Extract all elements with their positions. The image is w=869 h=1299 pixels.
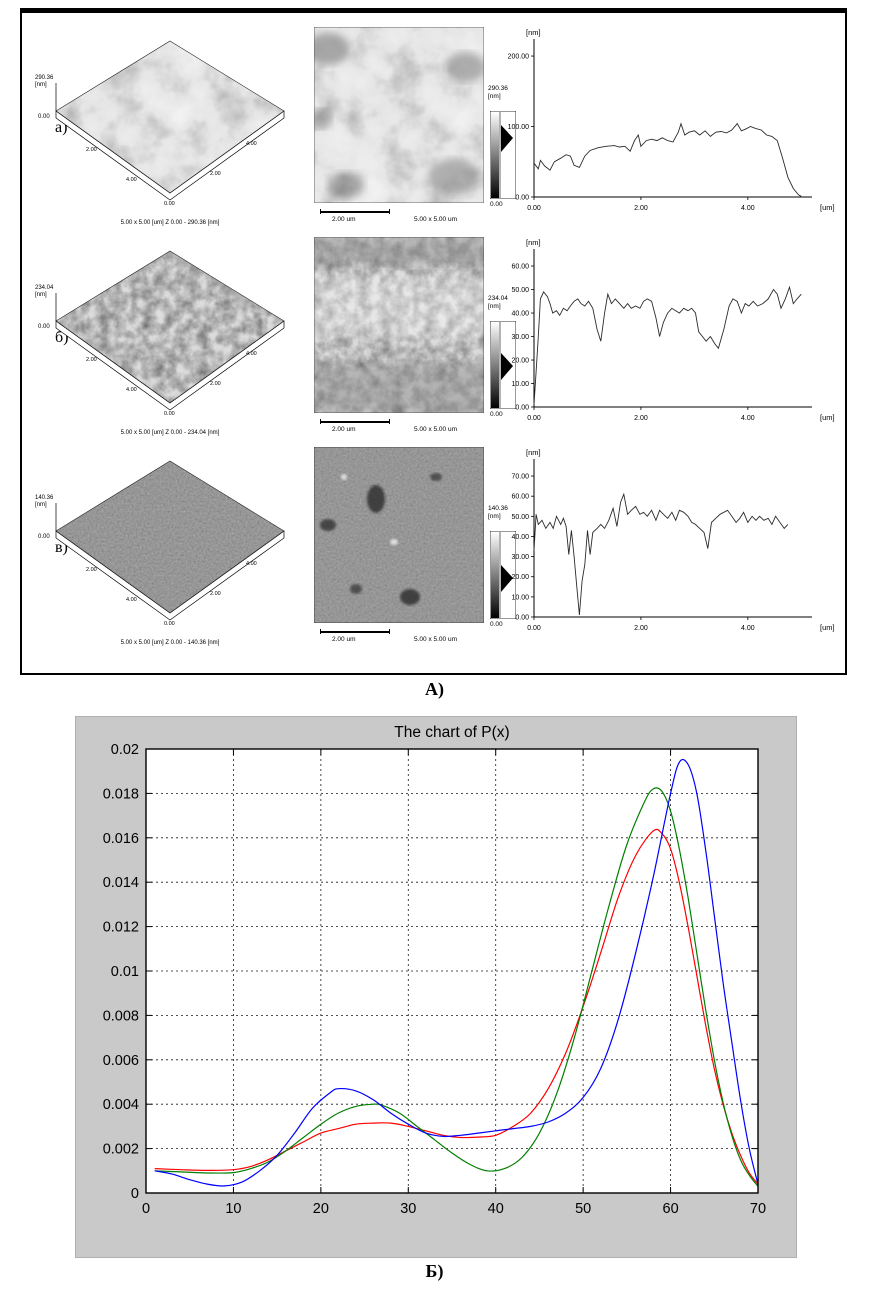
afm-3d-surface-c xyxy=(32,443,302,648)
y-tick-label: 50.00 xyxy=(511,287,529,295)
y-axis-unit: [nm] xyxy=(526,238,541,247)
colorbar-min: 0.00 xyxy=(490,201,503,208)
afm-row-c xyxy=(22,443,845,648)
axis-origin: 0.00 xyxy=(164,621,175,627)
profile-line xyxy=(534,287,801,405)
y-tick-label: 60.00 xyxy=(511,493,529,501)
x-tick-label: 20 xyxy=(312,1201,329,1217)
surface-caption: 5.00 x 5.00 [um] Z 0.00 - 234.04 [nm] xyxy=(120,430,220,436)
profile-axes xyxy=(511,238,834,422)
afm-3d-column-b xyxy=(32,233,302,438)
x-tick-label: 2.00 xyxy=(634,625,648,632)
colorbar-unit: [nm] xyxy=(488,513,501,520)
y-tick-label: 0.02 xyxy=(110,742,139,758)
image-size-label: 5.00 x 5.00 um xyxy=(414,636,457,643)
x-tick-label: 0.00 xyxy=(527,625,541,632)
colorbar-unit: [nm] xyxy=(488,303,501,310)
afm-row-b xyxy=(22,233,845,438)
afm-3d-column-c xyxy=(32,443,302,648)
scale-bar xyxy=(320,629,390,634)
z-max-label: 234.04 xyxy=(35,285,54,291)
y-tick-label: 0.00 xyxy=(515,194,529,202)
y-tick-label: 0.018 xyxy=(102,786,139,803)
axis-origin: 0.00 xyxy=(164,201,175,207)
y-tick-label: 0.008 xyxy=(102,1008,139,1025)
x-tick-label: 4.00 xyxy=(741,625,755,632)
x-tick-label: 4.00 xyxy=(741,415,755,422)
x-tick-label: 60 xyxy=(662,1201,679,1217)
x-axis-unit: [um] xyxy=(820,203,835,212)
y-tick-label: 0.00 xyxy=(515,404,529,412)
y-tick-label: 0.00 xyxy=(515,614,529,622)
axis-tick: 2.00 xyxy=(210,171,221,177)
x-tick-label: 30 xyxy=(400,1201,417,1217)
axis-tick: 2.00 xyxy=(86,567,97,573)
image-size-label: 5.00 x 5.00 um xyxy=(414,216,457,223)
axis-tick: 2.00 xyxy=(210,591,221,597)
axis-tick: 4.00 xyxy=(126,387,137,393)
colorbar-max: 234.04 xyxy=(488,295,508,302)
y-axis-unit: [nm] xyxy=(526,448,541,457)
scale-bar xyxy=(320,419,390,424)
scale-bar-label: 2.00 um xyxy=(332,426,356,433)
y-tick-label: 200.00 xyxy=(507,53,529,61)
row-label-a: a) xyxy=(55,119,68,136)
y-tick-label: 10.00 xyxy=(511,594,529,602)
surface-caption: 5.00 x 5.00 [um] Z 0.00 - 290.36 [nm] xyxy=(120,220,220,226)
px-chart xyxy=(76,717,796,1257)
y-tick-label: 30.00 xyxy=(511,334,529,342)
axis-tick: 4.00 xyxy=(246,141,257,147)
axis-tick: 4.00 xyxy=(246,561,257,567)
colorbar-max: 290.36 xyxy=(488,85,508,92)
axis-tick: 2.00 xyxy=(210,381,221,387)
y-tick-label: 40.00 xyxy=(511,310,529,318)
z-unit-label: [nm] xyxy=(35,502,47,508)
profile-column-b xyxy=(500,235,848,435)
x-tick-label: 50 xyxy=(575,1201,592,1217)
afm-2d-image-c xyxy=(314,447,484,623)
x-tick-label: 0.00 xyxy=(527,415,541,422)
y-tick-label: 70.00 xyxy=(511,473,529,481)
colorbar-min: 0.00 xyxy=(490,621,503,628)
y-tick-label: 20.00 xyxy=(511,574,529,582)
y-tick-label: 100.00 xyxy=(507,124,529,132)
caption-panel-b: Б) xyxy=(425,1261,444,1281)
y-tick-label: 0 xyxy=(130,1186,139,1202)
afm-3d-surface-b xyxy=(32,233,302,438)
y-tick-label: 0.014 xyxy=(102,875,139,892)
y-tick-label: 30.00 xyxy=(511,554,529,562)
axis-tick: 4.00 xyxy=(246,351,257,357)
axis-origin: 0.00 xyxy=(164,411,175,417)
afm-2d-column-b xyxy=(294,233,524,438)
row-label-b: б) xyxy=(55,329,69,346)
x-axis-unit: [um] xyxy=(820,623,835,632)
x-tick-label: 2.00 xyxy=(634,205,648,212)
axis-tick: 2.00 xyxy=(86,357,97,363)
z-min-label: 0.00 xyxy=(38,114,50,120)
x-axis-unit: [um] xyxy=(820,413,835,422)
x-tick-label: 70 xyxy=(749,1201,767,1217)
scale-bar xyxy=(320,209,390,214)
afm-3d-surface-a xyxy=(32,23,302,228)
afm-2d-image-b xyxy=(314,237,484,413)
afm-2d-column-a xyxy=(294,23,524,228)
y-tick-label: 0.016 xyxy=(102,830,139,847)
colorbar-max: 140.36 xyxy=(488,505,508,512)
profile-line xyxy=(534,494,788,615)
x-tick-label: 4.00 xyxy=(741,205,755,212)
x-tick-label: 10 xyxy=(225,1201,242,1217)
profile-chart-c xyxy=(500,445,848,643)
y-tick-label: 10.00 xyxy=(511,381,529,389)
scale-bar-label: 2.00 um xyxy=(332,216,356,223)
profile-column-a xyxy=(500,25,848,225)
y-tick-label: 0.002 xyxy=(102,1141,139,1158)
profile-chart-b xyxy=(500,235,848,433)
axis-tick: 4.00 xyxy=(126,177,137,183)
z-unit-label: [nm] xyxy=(35,82,47,88)
profile-line xyxy=(534,124,801,197)
y-axis-unit: [nm] xyxy=(526,28,541,37)
profile-axes xyxy=(511,448,834,632)
y-tick-label: 0.006 xyxy=(102,1052,139,1069)
caption-panel-a: А) xyxy=(425,679,444,699)
afm-2d-column-c xyxy=(294,443,524,648)
colorbar-unit: [nm] xyxy=(488,93,501,100)
scale-bar-label: 2.00 um xyxy=(332,636,356,643)
axis-tick: 2.00 xyxy=(86,147,97,153)
y-tick-label: 20.00 xyxy=(511,357,529,365)
image-size-label: 5.00 x 5.00 um xyxy=(414,426,457,433)
afm-3d-column-a xyxy=(32,23,302,228)
afm-panel xyxy=(20,8,847,675)
row-label-c: в) xyxy=(55,539,68,556)
z-min-label: 0.00 xyxy=(38,324,50,330)
y-tick-label: 40.00 xyxy=(511,533,529,541)
x-tick-label: 0.00 xyxy=(527,205,541,212)
afm-2d-image-a xyxy=(314,27,484,203)
profile-chart-a xyxy=(500,25,848,223)
afm-row-a xyxy=(22,23,845,228)
z-unit-label: [nm] xyxy=(35,292,47,298)
y-tick-label: 0.004 xyxy=(102,1097,139,1114)
surface-caption: 5.00 x 5.00 [um] Z 0.00 - 140.36 [nm] xyxy=(120,640,220,646)
y-tick-label: 0.012 xyxy=(102,919,139,936)
colorbar-min: 0.00 xyxy=(490,411,503,418)
y-tick-label: 50.00 xyxy=(511,513,529,521)
x-tick-label: 40 xyxy=(487,1201,504,1217)
x-tick-label: 0 xyxy=(141,1201,151,1217)
profile-column-c xyxy=(500,445,848,645)
profile-axes xyxy=(508,28,835,212)
chart-title: The chart of P(x) xyxy=(394,724,510,741)
y-tick-label: 60.00 xyxy=(511,263,529,271)
x-tick-label: 2.00 xyxy=(634,415,648,422)
z-max-label: 290.36 xyxy=(35,75,54,81)
z-max-label: 140.36 xyxy=(35,495,54,501)
matlab-figure xyxy=(75,716,797,1258)
y-tick-label: 0.01 xyxy=(110,964,139,980)
z-min-label: 0.00 xyxy=(38,534,50,540)
axis-tick: 4.00 xyxy=(126,597,137,603)
